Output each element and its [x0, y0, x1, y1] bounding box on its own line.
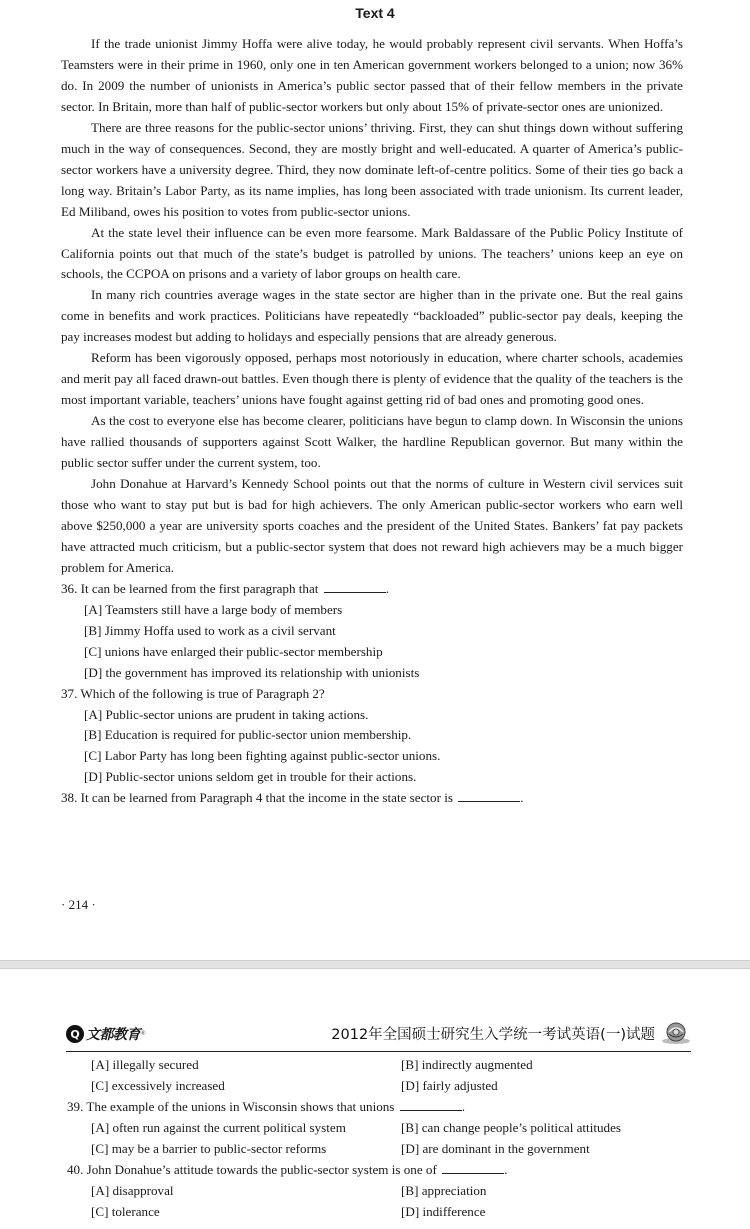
question-39-options-row-2 [91, 1139, 691, 1160]
paragraph-6: As the cost to everyone else has become clearer, politicians have begun to clamp down. In Wisconsin the unions have rallied thousands of supporters against Scott Walker, the hardline Republican governor. But many within the public sector suffer under the current system, too. [61, 413, 683, 471]
question-40-option-d: [D] indifference [401, 1203, 486, 1219]
question-37-option-d: [D] Public-sector unions seldom get in trouble for their actions. [84, 769, 417, 785]
question-36: 36. It can be learned from the first paragraph that . [61, 580, 389, 596]
questions-continued [67, 1055, 691, 1223]
question-39-stem: 39. The example of the unions in Wisconsin shows that unions [67, 1098, 395, 1114]
question-40-option-a: [A] disapproval [91, 1182, 174, 1198]
question-38-option-d: [D] fairly adjusted [401, 1077, 498, 1093]
question-36-stem: 36. It can be learned from the first paragraph that [61, 580, 319, 596]
paragraph-4: In many rich countries average wages in the state sector are higher than in the private one. But the real gains come in benefits and work practices. Politicians have repeatedly “backloaded” public-sector pay deals, keeping the pay increases modest but adding to holidays and especially pensions that are already generous. [61, 287, 683, 345]
question-39-option-c: [C] may be a barrier to public-sector reforms [91, 1140, 327, 1156]
question-36-option-d: [D] the government has improved its relationship with unionists [84, 664, 420, 680]
emblem-icon [661, 1019, 691, 1045]
question-38-options-row-1 [91, 1055, 691, 1076]
question-40-stem: 40. John Donahue’s attitude towards the public-sector system is one of [67, 1161, 437, 1177]
question-37-stem: 37. Which of the following is true of Paragraph 2? [61, 685, 325, 701]
question-40-option-b: [B] appreciation [401, 1182, 487, 1198]
page-number: · 214 · [61, 897, 96, 912]
answer-blank [400, 1097, 462, 1111]
question-40: 40. John Donahue’s attitude towards the public-sector system is one of . [67, 1161, 508, 1177]
question-36-option-c: [C] unions have enlarged their public-sector membership [84, 643, 383, 659]
paragraph-7: John Donahue at Harvard’s Kennedy School points out that the norms of culture in Western civil services suit those who want to stay put but is bad for high achievers. The only American public-sector workers who earn well above $250,000 a year are university sports coaches and the president of the United States. Bankers’ fat pay packets have attracted much criticism, but a public-sector system that does not reward high achievers may be a much bigger problem for America. [61, 476, 683, 575]
question-37-option-b: [B] Education is required for public-sector union membership. [84, 727, 412, 743]
question-38: 38. It can be learned from Paragraph 4 that the income in the state sector is . [61, 790, 524, 806]
paragraph-1: If the trade unionist Jimmy Hoffa were alive today, he would probably represent civil servants. When Hoffa’s Teamsters were in their prime in 1960, only one in ten American government workers belonged to a union; now 36% do. In 2009 the number of unionists in America’s public sector passed that of their fellow members in the private sector. In Britain, more than half of public-sector workers but only about 15% of private-sector ones are unionized. [61, 36, 683, 114]
question-37-option-c: [C] Labor Party has long been fighting against public-sector unions. [84, 748, 441, 764]
question-38-option-a: [A] illegally secured [91, 1057, 199, 1072]
question-38-options-row-2 [91, 1076, 691, 1097]
page-header [66, 1017, 691, 1052]
publisher-logo [66, 1023, 146, 1045]
question-39-options-row-1 [91, 1118, 691, 1139]
page-215 [0, 967, 750, 1229]
paragraph-3: At the state level their influence can be even more fearsome. Mark Baldassare of the Public Policy Institute of California points out that much of the state’s budget is patrolled by unions. The teachers’ unions keep an eye on schools, the CCPOA on prisons and a variety of labor groups on health care. [61, 224, 683, 282]
question-40-options-row-2 [91, 1202, 691, 1223]
answer-blank [324, 579, 386, 593]
passage-body [61, 34, 683, 809]
question-37-option-a: [A] Public-sector unions are prudent in taking actions. [84, 706, 369, 722]
answer-blank [458, 788, 520, 802]
question-39-option-a: [A] often run against the current political system [91, 1119, 346, 1135]
question-39: 39. The example of the unions in Wisconsin shows that unions . [67, 1098, 465, 1114]
question-39-option-d: [D] are dominant in the government [401, 1140, 590, 1156]
question-39-option-b: [B] can change people’s political attitudes [401, 1119, 621, 1135]
paragraph-2: There are three reasons for the public-sector unions’ thriving. First, they can shut things down without suffering much in the way of consequences. Second, they are mostly bright and well-educated. A quarter of America’s public-sector workers have a university degree. Third, they now dominate left-of-centre politics. Some of their ties go back a long way. Britain’s Labor Party, as its name implies, has long been associated with trade unionism. Its current leader, Ed Miliband, owes his position to votes from public-sector unions. [61, 119, 683, 219]
answer-blank [442, 1160, 504, 1174]
question-36-option-b: [B] Jimmy Hoffa used to work as a civil servant [84, 622, 336, 638]
logo-mark-icon: Q [66, 1025, 84, 1043]
paragraph-5: Reform has been vigorously opposed, perhaps most notoriously in education, where charter schools, academies and merit pay all faced drawn-out battles. Even though there is plenty of evidence that the quality of the teachers is the most important variable, teachers’ unions have fought against getting rid of bad ones and promoting good ones. [61, 350, 683, 408]
question-38-option-b: [B] indirectly augmented [401, 1057, 533, 1072]
question-38-option-c: [C] excessively increased [91, 1077, 225, 1093]
logo-text: 文都教育 [86, 1027, 140, 1043]
registered-mark: ® [141, 1031, 146, 1037]
question-40-options-row-1 [91, 1181, 691, 1202]
exam-title: 2012年全国硕士研究生入学统一考试英语(一)试题 [331, 1027, 655, 1043]
question-36-option-a: [A] Teamsters still have a large body of members [84, 601, 343, 617]
question-40-option-c: [C] tolerance [91, 1203, 160, 1219]
question-38-stem: 38. It can be learned from Paragraph 4 that the income in the state sector is [61, 790, 453, 806]
passage-title: Text 4 [355, 5, 395, 21]
